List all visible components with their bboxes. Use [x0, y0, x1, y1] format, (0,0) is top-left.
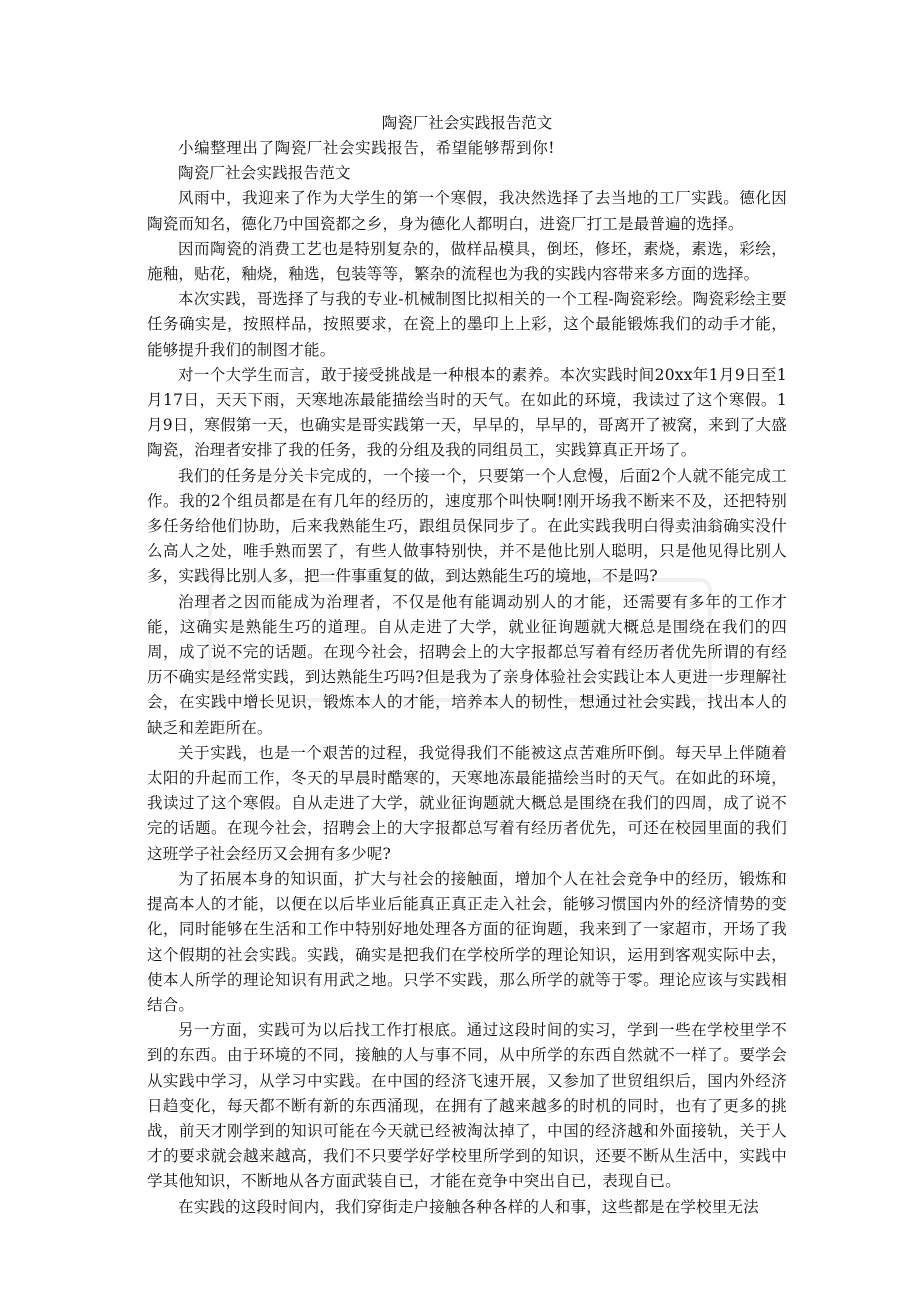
- paragraph: 为了拓展本身的知识面，扩大与社会的接触面，增加个人在社会竞争中的经历，锻炼和提高本人的才能，以便在以后毕业后能真正真正走入社会，能够习惯国内外的经济情势的变化，同时能够在生活和工作中特别好地处理各方面的征询题，我来到了一家超市，开场了我这个假期的社会实践。实践，确实是把我们在学校所学的理论知识，运用到客观实际中去，使本人所学的理论知识有用武之地。只学不实践，那么所学的就等于零。理论应该与实践相结合。: [147, 869, 787, 1014]
- paragraph: 我们的任务是分关卡完成的，一个接一个，只要第一个人怠慢，后面2个人就不能完成工作。我的2个组员都是在有几年的经历的，速度那个叫快啊!刚开场我不断来不及，还把特别多任务给他们协助，后来我熟能生巧，跟组员保同步了。在此实践我明白得卖油翁确实没什么高人之处，唯手熟而罢了，有些人做事特别快，并不是他比别人聪明，只是他见得比别人多，实践得比别人多，把一件事重复的做，到达熟能生巧的境地，不是吗?: [147, 466, 787, 586]
- paragraph-truncated: 在实践的这段时间内，我们穿街走户接触各种各样的人和事，这些都是在学校里无法: [178, 1197, 759, 1216]
- paragraph: 对一个大学生而言，敢于接受挑战是一种根本的素养。本次实践时间20xx年1月9日至1月17日，天天下雨，天寒地冻最能描绘当时的天气。在如此的环境，我读过了这个寒假。1月9日，寒假第一天，也确实是哥实践第一天，早早的，早早的，哥离开了被窝，来到了大盛陶瓷，治理者安排了我的任务，我的分组及我的同组员工，实践算真正开场了。: [147, 365, 787, 460]
- paragraph: 本次实践，哥选择了与我的专业-机械制图比拟相关的一个工程-陶瓷彩绘。陶瓷彩绘主要任务确实是，按照样品，按照要求，在瓷上的墨印上上彩，这个最能锻炼我们的动手才能，能够提升我们的制图才能。: [147, 290, 787, 359]
- paragraph-intro: 小编整理出了陶瓷厂社会实践报告，希望能够帮到你!: [178, 139, 556, 157]
- paragraph: 关于实践，也是一个艰苦的过程，我觉得我们不能被这点苦难所吓倒。每天早上伴随着太阳的升起而工作，冬天的早晨时酷寒的，天寒地冻最能描绘当时的天气。在如此的环境，我读过了这个寒假。自从走进了大学，就业征询题就大概总是围绕在我们的四周，成了说不完的话题。在现今社会，招聘会上的大字报都总写着有经历者优先，可还在校园里面的我们这班学子社会经历又会拥有多少呢?: [147, 743, 787, 863]
- paragraph: 风雨中，我迎来了作为大学生的第一个寒假，我决然选择了去当地的工厂实践。德化因陶瓷而知名，德化乃中国瓷都之乡，身为德化人都明白，进瓷厂打工是最普遍的选择。: [147, 189, 787, 233]
- document-body: [147, 110, 787, 1220]
- paragraph-subtitle: 陶瓷厂社会实践报告范文: [178, 164, 351, 183]
- paragraph: 治理者之因而能成为治理者，不仅是他有能调动别人的才能，还需要有多年的工作才能，这确实是熟能生巧的道理。自从走进了大学，就业征询题就大概总是围绕在我们的四周，成了说不完的话题。在现今社会，招聘会上的大字报都总写着有经历者优先所谓的有经历不确实是经常实践，到达熟能生巧吗?但是我为了亲身体验社会实践让本人更进一步理解社会，在实践中增长见识，锻炼本人的才能，培养本人的韧性，想通过社会实践，找出本人的缺乏和差距所在。: [147, 592, 787, 737]
- paragraph: 因而陶瓷的消费工艺也是特别复杂的，做样品模具，倒坯，修坯，素烧，素选，彩绘，施釉，贴花，釉烧，釉选，包装等等，繁杂的流程也为我的实践内容带来多方面的选择。: [147, 239, 787, 284]
- document-title: 陶瓷厂社会实践报告范文: [381, 114, 553, 132]
- paragraph: 另一方面，实践可为以后找工作打根底。通过这段时间的实习，学到一些在学校里学不到的东西。由于环境的不同，接触的人与事不同，从中所学的东西自然就不一样了。要学会从实践中学习，从学习中实践。在中国的经济飞速开展，又参加了世贸组织后，国内外经济日趋变化，每天都不断有新的东西涌现，在拥有了越来越多的时机的同时，也有了更多的挑战，前天才刚学到的知识可能在今天就已经被淘汰掉了，中国的经济越和外面接轨，关于人才的要求就会越来越高，我们不只要学好学校里所学到的知识，还要不断从生活中，实践中学其他知识，不断地从各方面武装自已，才能在竞争中突出自已，表现自已。: [147, 1021, 787, 1191]
